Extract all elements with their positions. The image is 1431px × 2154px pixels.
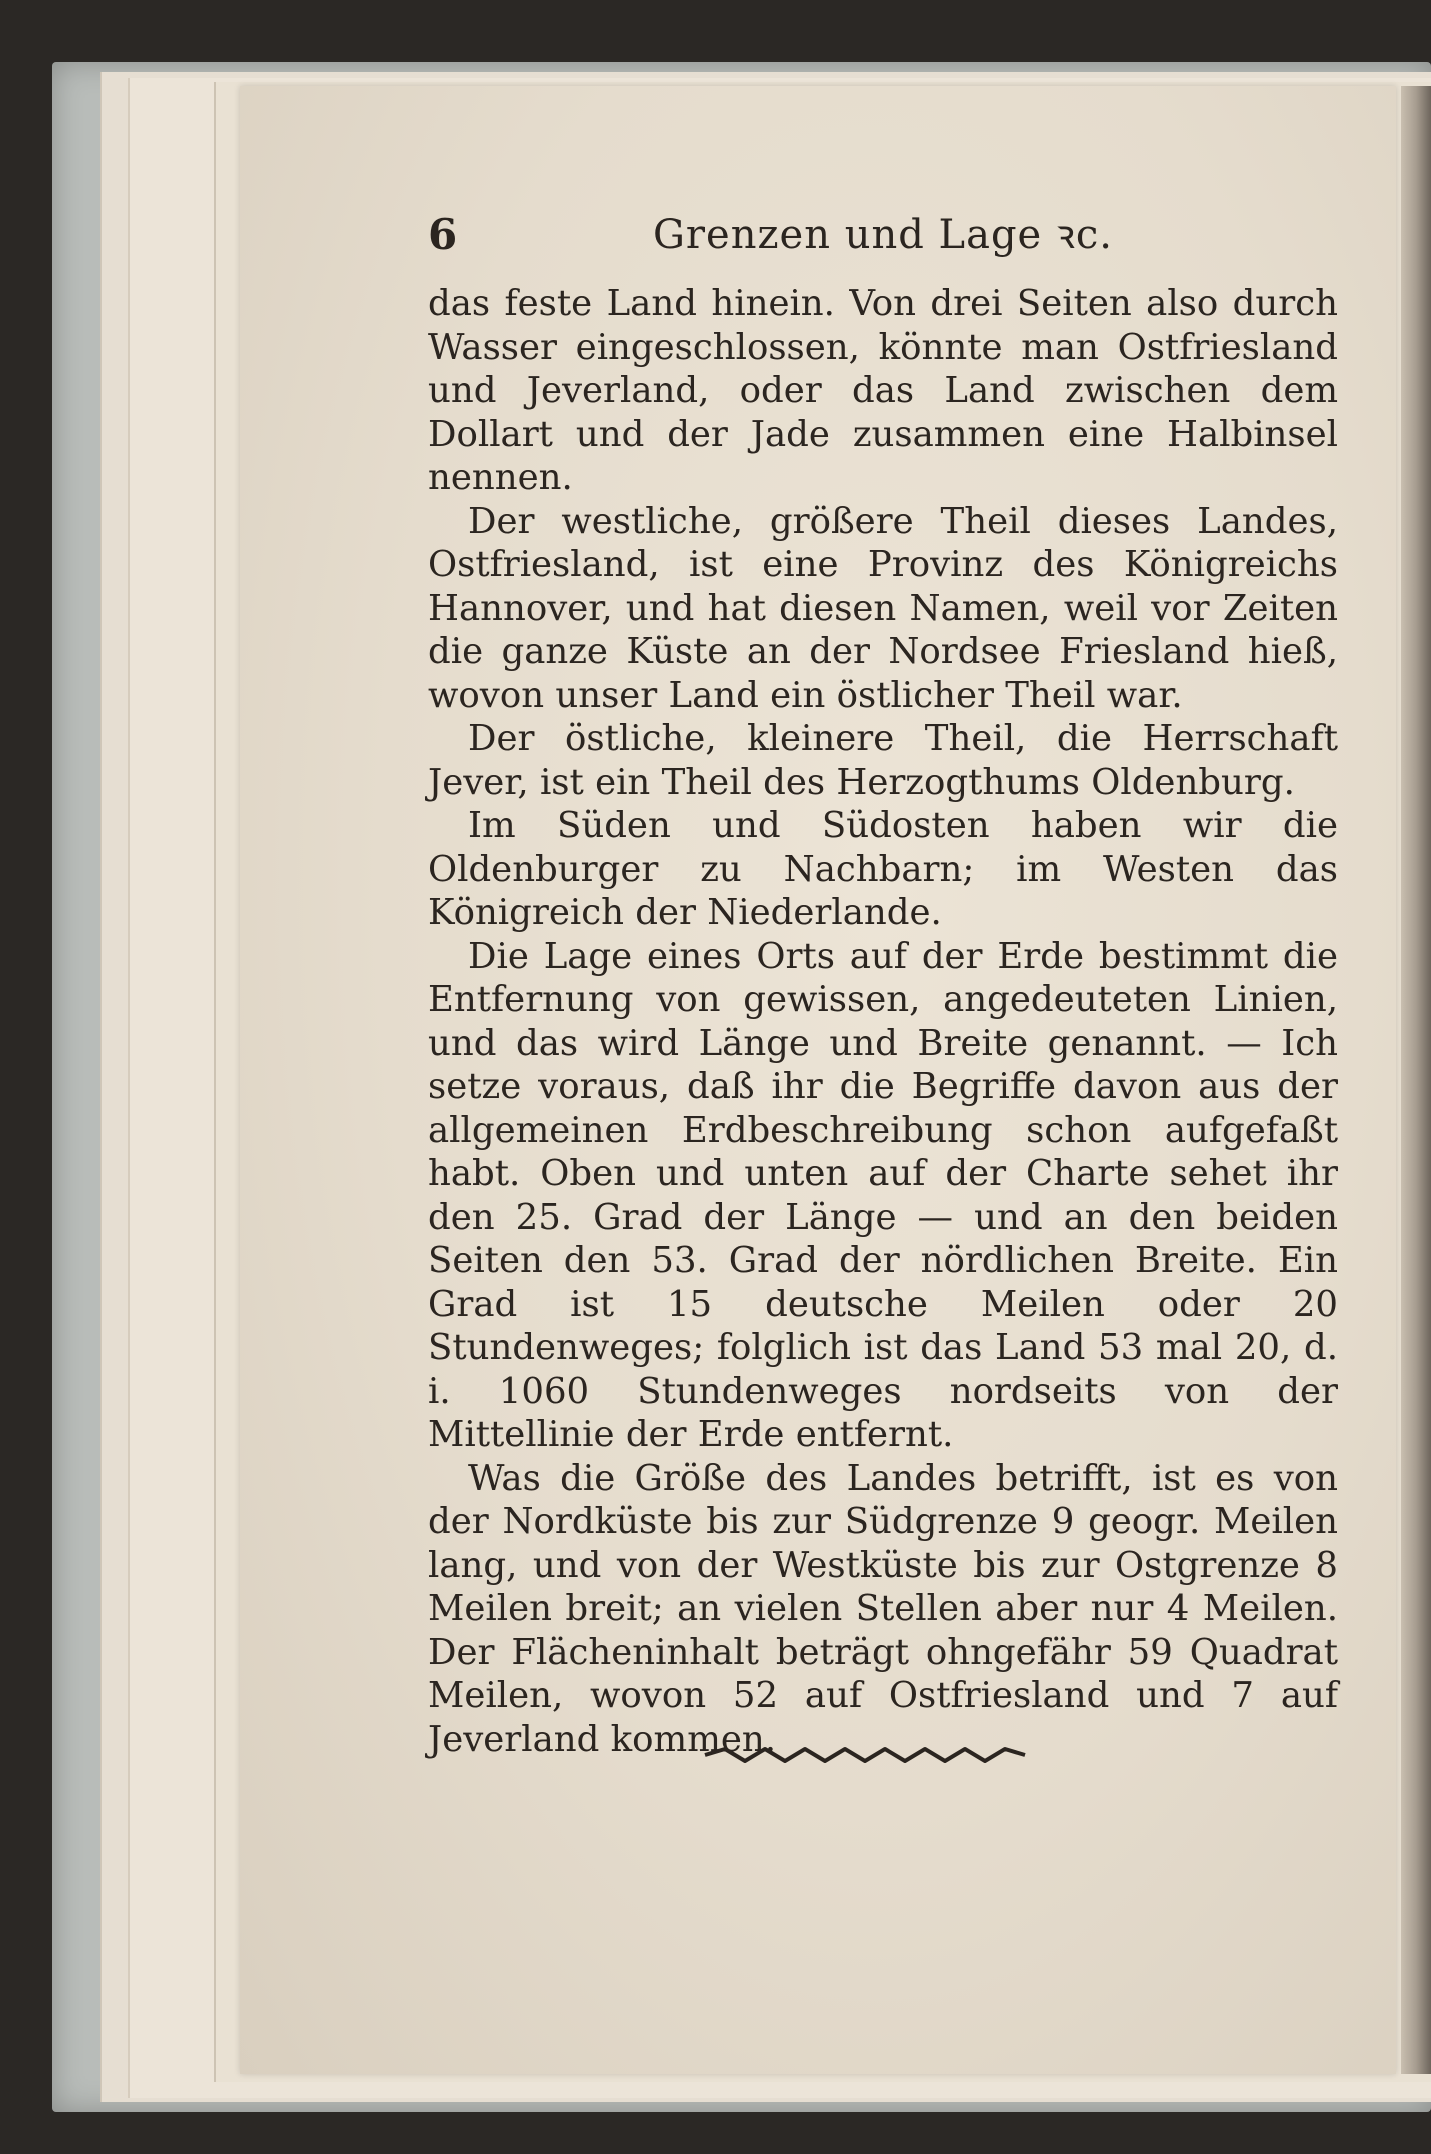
wave-ornament-icon: [700, 1740, 1030, 1770]
running-title: Grenzen und Lage ꝛc.: [652, 212, 1114, 258]
book-gutter: [1401, 86, 1431, 2074]
paragraph: Der östliche, kleinere Theil, die Herrschaft Jever, ist ein Theil des Herzogthums Oldenburg.: [428, 718, 1338, 803]
paragraph: Im Süden und Südosten haben wir die Oldenburger zu Nachbarn; im Westen das Königreich der Niederlande.: [428, 805, 1338, 933]
paragraph: Der westliche, größere Theil dieses Landes, Ostfriesland, ist eine Provinz des Königreichs Hannover, und hat diesen Namen, weil vor Zeiten die ganze Küste an der Nordsee Friesland hieß, wovon unser Land ein östlicher Theil war.: [428, 500, 1338, 716]
decorative-rule: [700, 1740, 1030, 1770]
page-number: 6: [428, 210, 458, 259]
paragraph: Was die Größe des Landes betrifft, ist es von der Nordküste bis zur Südgrenze 9 geogr. Meilen lang, und von der Westküste bis zur Ostgrenze 8 Meilen breit; an vielen Stellen aber nur 4 Meilen. Der Flächeninhalt beträgt ohngefähr 59 Quadrat Meilen, wovon 52 auf Ostfriesland und 7 auf Jeverland kommen.: [428, 1457, 1338, 1760]
page-text-block: [428, 200, 1338, 1761]
running-head: [428, 200, 1338, 270]
body-text: [428, 282, 1338, 1761]
paragraph: Die Lage eines Orts auf der Erde bestimmt die Entfernung von gewissen, angedeuteten Linien, und das wird Länge und Breite genannt. — Ich setze voraus, daß ihr die Begriffe davon aus der allgemeinen Erdbeschreibung schon aufgefaßt habt. Oben und unten auf der Charte sehet ihr den 25. Grad der Länge — und an den beiden Seiten den 53. Grad der nördlichen Breite. Ein Grad ist 15 deutsche Meilen oder 20 Stundenweges; folglich ist das Land 53 mal 20, d. i. 1060 Stundenweges nordseits von der Mittellinie der Erde entfernt.: [428, 935, 1338, 1455]
paragraph: das feste Land hinein. Von drei Seiten also durch Wasser eingeschlossen, könnte man Ostfriesland und Jeverland, oder das Land zwischen dem Dollart und der Jade zusammen eine Halbinsel nennen.: [428, 283, 1338, 498]
